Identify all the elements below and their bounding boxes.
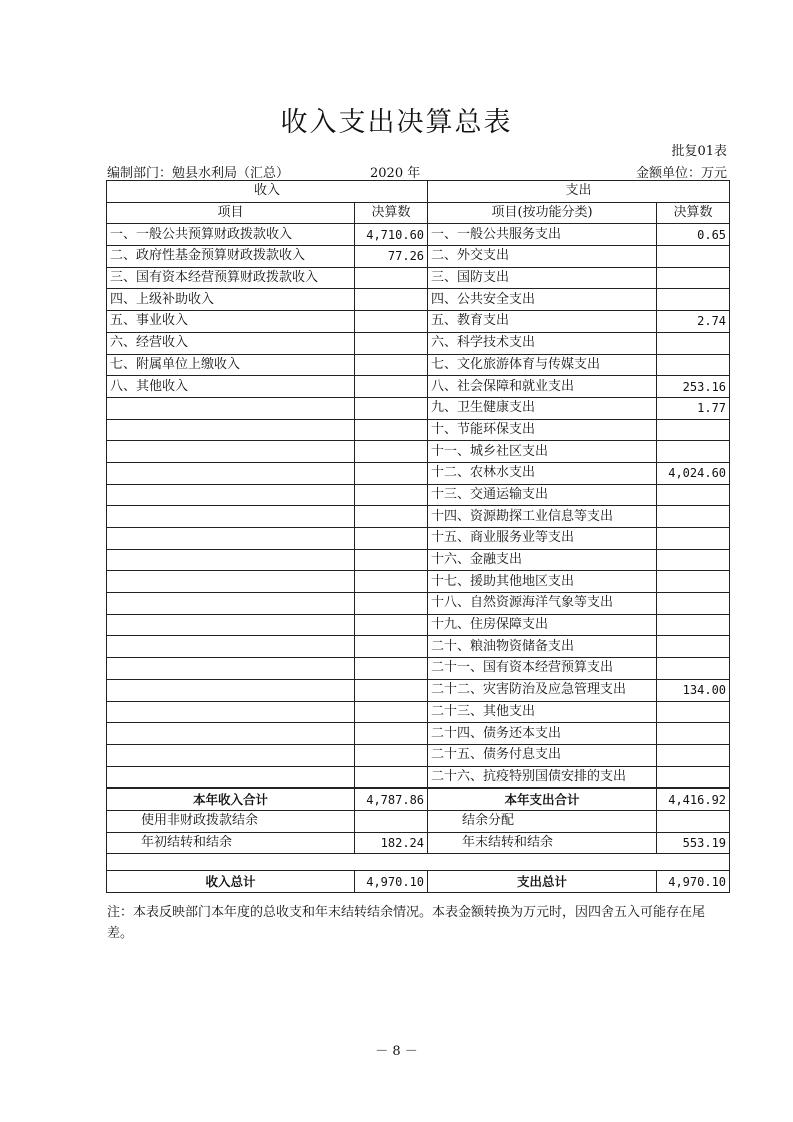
- table-row: [107, 376, 730, 398]
- income-item-cell: 二、政府性基金预算财政拨款收入: [107, 246, 355, 268]
- income-amount-cell: [355, 701, 428, 723]
- year-income-label: 本年收入合计: [107, 788, 355, 810]
- spacer-row: [107, 854, 730, 871]
- spacer-cell: [107, 854, 730, 871]
- table-row: [107, 354, 730, 376]
- table-row: [107, 528, 730, 550]
- expense-item-cell: 十七、援助其他地区支出: [428, 571, 657, 593]
- income-item-cell: [107, 636, 355, 658]
- expense-item-cell: 二十二、灾害防治及应急管理支出: [428, 679, 657, 701]
- income-item-cell: [107, 549, 355, 571]
- unit-label: 金额单位：万元: [635, 166, 727, 181]
- expense-item-cell: 二十一、国有资本经营预算支出: [428, 658, 657, 680]
- table-row: [107, 419, 730, 441]
- income-amount-cell: [355, 462, 428, 484]
- income-amount-cell: [355, 549, 428, 571]
- table-row: [107, 224, 730, 246]
- section-header-row: [107, 181, 730, 203]
- form-code: 批复01表: [671, 144, 727, 159]
- footnote: 注：本表反映部门本年度的总收支和年末结转结余情况。本表金额转换为万元时，因四舍五入可能存在尾差。: [107, 905, 706, 941]
- year-expense-label: 本年支出合计: [428, 788, 657, 810]
- table-row: [107, 267, 730, 289]
- expense-amount-cell: [657, 766, 730, 788]
- expense-amount-cell: [657, 593, 730, 615]
- income-item-cell: [107, 723, 355, 745]
- nonfiscal-value: [355, 810, 428, 832]
- income-amount-cell: [355, 289, 428, 311]
- expense-item-cell: 二十五、债务付息支出: [428, 744, 657, 766]
- table-row: [107, 701, 730, 723]
- expense-item-cell: 十三、交通运输支出: [428, 484, 657, 506]
- income-item-cell: [107, 766, 355, 788]
- income-amount-cell: 77.26: [355, 246, 428, 268]
- expense-amount-cell: 253.16: [657, 376, 730, 398]
- expense-total-value: 4,970.10: [657, 871, 730, 893]
- income-item-cell: [107, 462, 355, 484]
- expense-amount-cell: 1.77: [657, 397, 730, 419]
- expense-amount-cell: [657, 419, 730, 441]
- dept-label: 编制部门：勉县水利局（汇总）: [107, 166, 290, 181]
- income-amount-cell: [355, 354, 428, 376]
- table-row: [107, 246, 730, 268]
- income-amount-cell: [355, 636, 428, 658]
- income-item-cell: 七、附属单位上缴收入: [107, 354, 355, 376]
- income-amount-cell: [355, 397, 428, 419]
- income-amount-cell: [355, 571, 428, 593]
- expense-amount-cell: [657, 571, 730, 593]
- nonfiscal-row: [107, 810, 730, 832]
- expense-item-cell: 二十四、债务还本支出: [428, 723, 657, 745]
- income-item-cell: [107, 397, 355, 419]
- income-amount-cell: [355, 484, 428, 506]
- income-item-cell: 一、一般公共预算财政拨款收入: [107, 224, 355, 246]
- income-item-cell: 六、经营收入: [107, 332, 355, 354]
- income-item-cell: 三、国有资本经营预算财政拨款收入: [107, 267, 355, 289]
- table-row: [107, 658, 730, 680]
- income-item-cell: [107, 571, 355, 593]
- income-amount-cell: [355, 419, 428, 441]
- col-item-header: 项目: [107, 202, 355, 224]
- income-item-cell: [107, 528, 355, 550]
- expense-amount-cell: 134.00: [657, 679, 730, 701]
- expense-amount-cell: [657, 354, 730, 376]
- income-total-label: 收入总计: [107, 871, 355, 893]
- expense-amount-cell: [657, 506, 730, 528]
- income-item-cell: [107, 484, 355, 506]
- col-amount-header: 决算数: [355, 202, 428, 224]
- income-amount-cell: [355, 658, 428, 680]
- surplus-dist-label: 结余分配: [428, 810, 657, 832]
- expense-item-cell: 二十、粮油物资储备支出: [428, 636, 657, 658]
- expense-total-label: 支出总计: [428, 871, 657, 893]
- expense-amount-cell: [657, 723, 730, 745]
- expense-item-cell: 十一、城乡社区支出: [428, 441, 657, 463]
- table-row: [107, 441, 730, 463]
- expense-amount-cell: [657, 614, 730, 636]
- income-amount-cell: [355, 593, 428, 615]
- expense-item-cell: 七、文化旅游体育与传媒支出: [428, 354, 657, 376]
- expense-item-cell: 二、外交支出: [428, 246, 657, 268]
- expense-amount-cell: [657, 744, 730, 766]
- expense-amount-cell: 4,024.60: [657, 462, 730, 484]
- table-row: [107, 506, 730, 528]
- income-amount-cell: [355, 376, 428, 398]
- expense-amount-cell: [657, 528, 730, 550]
- expense-item-cell: 九、卫生健康支出: [428, 397, 657, 419]
- income-amount-cell: [355, 614, 428, 636]
- income-total-value: 4,970.10: [355, 871, 428, 893]
- table-row: [107, 549, 730, 571]
- expense-item-cell: 十八、自然资源海洋气象等支出: [428, 593, 657, 615]
- income-header: 收入: [107, 181, 428, 203]
- budget-table: [106, 180, 730, 893]
- income-item-cell: [107, 701, 355, 723]
- expense-amount-cell: [657, 246, 730, 268]
- income-amount-cell: [355, 723, 428, 745]
- income-item-cell: [107, 506, 355, 528]
- income-item-cell: [107, 614, 355, 636]
- expense-amount-cell: 0.65: [657, 224, 730, 246]
- expense-amount-cell: [657, 267, 730, 289]
- expense-item-cell: 二十三、其他支出: [428, 701, 657, 723]
- expense-amount-cell: [657, 332, 730, 354]
- expense-amount-cell: [657, 549, 730, 571]
- income-item-cell: 八、其他收入: [107, 376, 355, 398]
- table-row: [107, 484, 730, 506]
- table-row: [107, 723, 730, 745]
- year-total-row: [107, 788, 730, 810]
- expense-item-cell: 三、国防支出: [428, 267, 657, 289]
- income-item-cell: [107, 419, 355, 441]
- header-meta: [107, 162, 727, 180]
- end-carryover-value: 553.19: [657, 832, 730, 854]
- income-amount-cell: [355, 679, 428, 701]
- income-amount-cell: [355, 311, 428, 333]
- expense-item-cell: 十九、住房保障支出: [428, 614, 657, 636]
- expense-item-cell: 十六、金融支出: [428, 549, 657, 571]
- income-amount-cell: [355, 506, 428, 528]
- table-row: [107, 311, 730, 333]
- year-income-value: 4,787.86: [355, 788, 428, 810]
- table-row: [107, 614, 730, 636]
- begin-carryover-label: 年初结转和结余: [107, 832, 355, 854]
- totals-section: [107, 788, 730, 892]
- end-carryover-label: 年末结转和结余: [428, 832, 657, 854]
- page-title: 收入支出决算总表: [280, 107, 513, 138]
- nonfiscal-label: 使用非财政拨款结余: [107, 810, 355, 832]
- expense-amount-cell: [657, 658, 730, 680]
- begin-carryover-value: 182.24: [355, 832, 428, 854]
- table-row: [107, 397, 730, 419]
- table-row: [107, 462, 730, 484]
- expense-amount-cell: [657, 636, 730, 658]
- col-item-func-header: 项目(按功能分类): [428, 202, 657, 224]
- expense-amount-cell: [657, 289, 730, 311]
- expense-item-cell: 二十六、抗疫特别国债安排的支出: [428, 766, 657, 788]
- column-header-row: [107, 202, 730, 224]
- year-expense-value: 4,416.92: [657, 788, 730, 810]
- table-row: [107, 744, 730, 766]
- carryover-row: [107, 832, 730, 854]
- income-amount-cell: [355, 441, 428, 463]
- expense-item-cell: 十五、商业服务业等支出: [428, 528, 657, 550]
- col-amount2-header: 决算数: [657, 202, 730, 224]
- income-amount-cell: [355, 528, 428, 550]
- expense-amount-cell: [657, 701, 730, 723]
- table-row: [107, 766, 730, 788]
- page-number: － 8 －: [375, 1044, 418, 1059]
- table-row: [107, 636, 730, 658]
- income-item-cell: [107, 441, 355, 463]
- expense-item-cell: 十四、资源勘探工业信息等支出: [428, 506, 657, 528]
- expense-amount-cell: [657, 484, 730, 506]
- expense-item-cell: 四、公共安全支出: [428, 289, 657, 311]
- table-body: [107, 224, 730, 788]
- expense-item-cell: 八、社会保障和就业支出: [428, 376, 657, 398]
- grand-total-row: [107, 871, 730, 893]
- income-amount-cell: [355, 766, 428, 788]
- table-row: [107, 332, 730, 354]
- table-row: [107, 571, 730, 593]
- surplus-dist-value: [657, 810, 730, 832]
- income-item-cell: [107, 679, 355, 701]
- income-item-cell: 四、上级补助收入: [107, 289, 355, 311]
- income-amount-cell: [355, 332, 428, 354]
- expense-item-cell: 一、一般公共服务支出: [428, 224, 657, 246]
- table-row: [107, 679, 730, 701]
- year-label: 2020 年: [370, 166, 421, 181]
- expense-item-cell: 十、节能环保支出: [428, 419, 657, 441]
- table-row: [107, 593, 730, 615]
- expense-amount-cell: 2.74: [657, 311, 730, 333]
- expense-item-cell: 六、科学技术支出: [428, 332, 657, 354]
- table-row: [107, 289, 730, 311]
- income-amount-cell: [355, 744, 428, 766]
- income-item-cell: [107, 744, 355, 766]
- income-amount-cell: [355, 267, 428, 289]
- expense-amount-cell: [657, 441, 730, 463]
- income-item-cell: [107, 593, 355, 615]
- income-amount-cell: 4,710.60: [355, 224, 428, 246]
- expense-header: 支出: [428, 181, 730, 203]
- expense-item-cell: 五、教育支出: [428, 311, 657, 333]
- expense-item-cell: 十二、农林水支出: [428, 462, 657, 484]
- income-item-cell: 五、事业收入: [107, 311, 355, 333]
- income-item-cell: [107, 658, 355, 680]
